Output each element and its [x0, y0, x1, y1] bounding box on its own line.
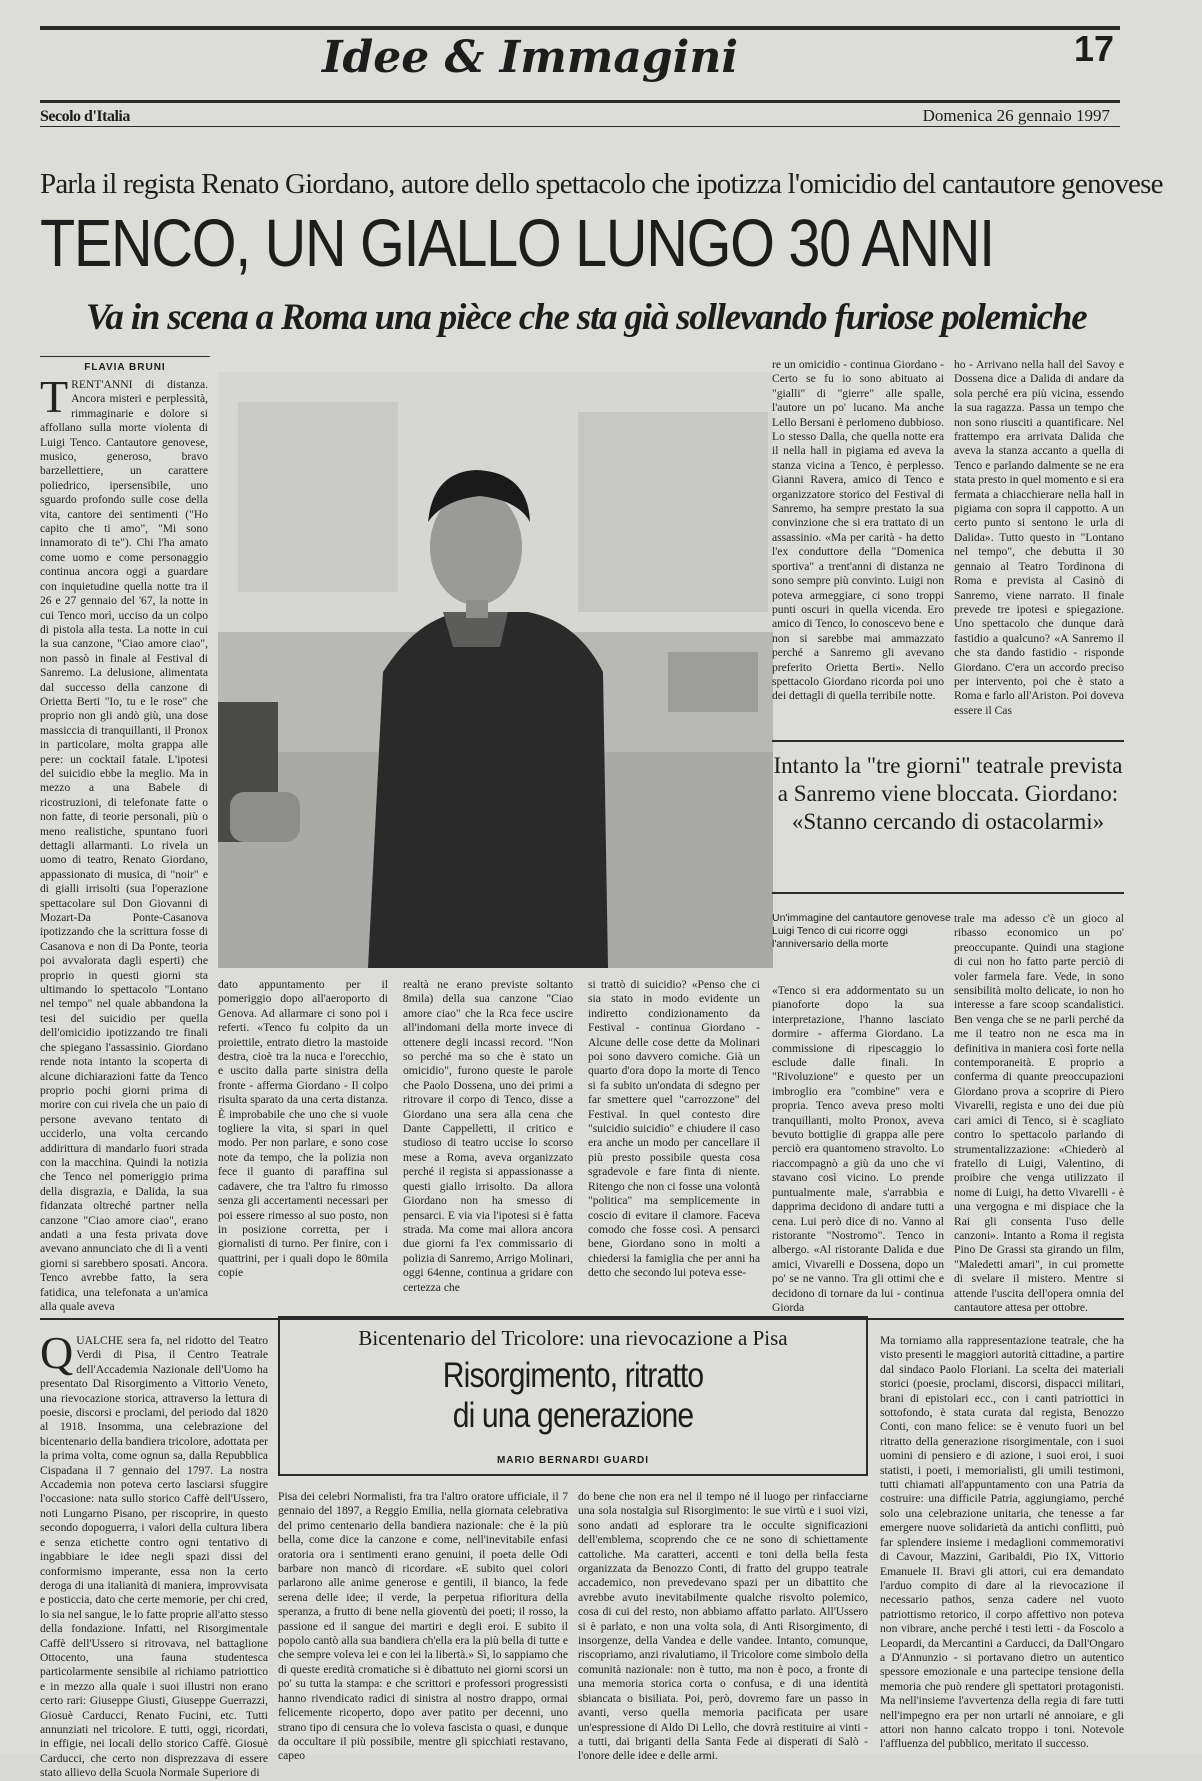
article-headline: TENCO, UN GIALLO LUNGO 30 ANNI: [40, 206, 994, 281]
issue-date: Domenica 26 gennaio 1997: [922, 106, 1110, 125]
sidebar-column-2: [278, 1490, 568, 1763]
article-column-3-bottom: [954, 912, 1124, 1314]
sidebar-text-col3: do bene che non era nel il tempo né il luogo per rinfacciarne una sola nostalgia sul Risorgimento: le sue virtù e i suoi vizi, sono andati ad esplorare tra le occulte significazioni dell'emblema, scoprendo che ce ne sono di schiettamente cattoliche. Ma caratteri, accenti e toni della bella festa organizzata da Benozzo Conti, di fratto del gruppo teatrale accademico, non prevedevano spazi per un dibattito che avrebbe avuto inevitabilmente qualche risvolto polemico, cosa di cui del resto, non abbiamo affatto parlato. All'Ussero si è parlato, e non una volta sola, di Anti Risorgimento, di insorgenze, della Vandea e delle vandee. Intanto, comunque, riscopriamo, anzi rivalutiamo, il Tricolore come simbolo della comunità nazionale: non è tutto, ma non è poco, a fronte di una memoria storica corta o confusa, e di una identità sbiancata o bisiliata. Poi, però, dovremo fare un passo in avanti, verso quella memoria pacificata per usare un'espressione di Aldo Di Lello, che dovrà restituire ai vinti - a tutti, dai briganti della Santa Fede ai disperati di Salò - l'onore delle idee e delle armi.: [578, 1490, 868, 1763]
tenco-photo-drawing: [218, 372, 773, 968]
sidebar-kicker: Bicentenario del Tricolore: una rievocazione a Pisa: [358, 1326, 788, 1350]
article-column-b: [403, 978, 573, 1314]
article-column-3-top: [954, 358, 1124, 736]
article-text-col-b: realtà ne erano previste soltanto 8mila) della sua canzone "Ciao amore ciao" che la Rca fece uscire all'indomani della morte invece di ottenere degli incassi record. "Non so perché ma so che è stato un omicidio", furono queste le parole che Paolo Dossena, uno dei primi a ritrovare il corpo di Tenco, disse a Giordano una sera alla cena che Dante Cappelletti, il critico e studioso di teatro uccise lo scorso mese a Roma, aveva organizzato perché il regista si appassionasse a questi giallo irrisolto. Da allora Giordano non ha smesso di pensarci. E via via l'ipotesi si è fatta strada. Ma come mai allora ancora due giorni fa l'ex commissario di polizia di Sanremo, Arrigo Molinari, oggi 64enne, continua a gridare con certezza che: [403, 978, 574, 1294]
article-text-col3-top: ho - Arrivano nella hall del Savoy e Dossena dice a Dalida di andare da sola perché era più vicina, essendo la sua ragazza. Passa un tempo che non sono riusciti a quantificare. Nel frattempo era arrivata Dalida che aveva la stanza accanto a quella di Tenco e parlando dalmente se ne era stata presto in quel momento e si era fermata a chiacchierare nella hall in pigiama con sopra il cappotto. A un certo punto si sentono le urla di Dalida». Tutto questo in "Lontano nel tempo", che debutta il 30 gennaio al Teatro Tordinona di Roma e prevista al Casinò di Sanremo, viene narrato. Il finale prevede tre ipotesi e spiegazione. Uno spettacolo che dunque darà fastidio a qualcuno? «A Sanremo il che sta dando fastidio - risponde Giordano. C'era un accordo preciso per intervento, poi che è stato a Roma e farlo all'Ariston. Poi doveva essere il Cas: [954, 358, 1124, 717]
byline-rule: [40, 356, 210, 357]
article-text-col-a: dato appuntamento per il pomeriggio dopo all'aeroporto di Genova. Ad allarmare ci sono poi i referti. «Tenco fu colpito da un proiettile, entrato dietro la mastoide destra, cioè tra la nuca e l'orecchio, e uscito dalla parte sinistra della fronte - afferma Giordano - Il colpo risulta sparato da una certa distanza. È improbabile che uno che si vuole togliere la vita, si spari in quel modo. Per non parlare, e sono cose note da tempo, che la polizia non fece il guanto di paraffina sul cadavere, che tra l'altro fu rimosso senza gli accertamenti necessari per poi essere rimesso al suo posto, non in posizione corretta, per i giornalisti di turno. Per finire, con i quattrini, per i quali dopo le 80mila copie: [218, 978, 388, 1280]
sidebar-title-box: [278, 1316, 868, 1476]
article-text-col2-bottom: «Tenco si era addormentato su un pianoforte dopo la sua interpretazione, l'hanno lasciato dormire - afferma Giordano. La commissione di ripescaggio lo esclude dalle finali. In "Rivoluzione" e questo per un imbroglio era "combine" vera e propria. Tenco aveva preso molti tranquillanti, molto Pronox, aveva bevuto bottiglie di grappa alle pere perciò era quantomeno stravolto. Lo riaccompagnò a giù da uno che vi stavano così vicino. Lo prende puntualmente male, s'arrabbia e dapprima decidono di andare tutti a cena. Lui però dice di no. Vanno al ristorante "Nostromo". Tenco in albergo. «Al ristorante Dalida e due amici, Vivarelli e Dossena, dopo un po' se ne vanno. Tra gli ottimi che e decidono di tornare da lui - continua Giorda: [772, 984, 944, 1314]
sidebar-text-col4: Ma torniamo alla rappresentazione teatrale, che ha visto presenti le maggiori autorità cittadine, a partire dal sindaco Paolo Floriani. La scelta dei materiali storici (poesie, proclami, discorsi, dispacci militari, brani di epistolari ecc., con i canti patriottici in sottofondo, è stata curata dal regista, Benozzo Conti, con mano felice: se è venuto fuori un bel ritratto della generazione risorgimentale, con i suoi uomini di pensiero e di azione, i suoi eroi, i suoi statisti, i poeti, i memorialisti, gli umili testimoni, tutti chiamati all'appuntamento con una Patria da costruire: una difficile Patria, aggiungiamo, perché solo una celebrazione unitaria, che tenesse a far emergere nuove solidarietà da antichi conflitti, può far splendere insieme i medaglioni commemorativi di Cavour, Mazzini, Garibaldi, Pio IX, Vittorio Emanuele II. Bravi gli attori, cui era demandato l'arduo compito di dare al la rievocazione il necessario pathos, senza cadere nel vuoto patriottismo retorico, il corpo affettivo non poteva non vibrare, anche perché i testi letti - da Foscolo a Leopardi, da Mercantini a Carducci, da Dall'Ongaro a D'Annunzio - si portavano dietro un autentico spessore emozionale e una partecipe tensione della memoria che può rendere gli spettatori protagonisti. Ma nell'insieme l'avvertenza della regia di fare tutti nell'impegno era per non urtarli né annoiare, e gli attori non hanno calcato troppo i toni. Notevole l'affluenza del pubblico, meritato il successo.: [880, 1334, 1124, 1751]
article-kicker: Parla il regista Renato Giordano, autore dello spettacolo che ipotizza l'omicidio del cantautore genovese: [40, 168, 1163, 200]
sidebar-text-col1: UALCHE sera fa, nel ridotto del Teatro Verdi di Pisa, il Centro Teatrale dell'Accademia Nazionale dell'Uomo ha presentato Dal Risorgimento a Vittorio Veneto, una rievocazione storica, attraverso la lettura di poesie, discorsi e proclami, del periodo dal 1820 al 1918. Insomma, una celebrazione del bicentenario della bandiera tricolore, adottata per la prima volta, come ognun sa, dalla Repubblica Cispadana il 7 gennaio del 1797. La nostra Accademia non poteva certo lasciarsi sfuggire l'occasione: nata sullo storico Caffè dell'Ussero, noti Lungarno Pisano, per riscoprire, in questo secondo dopoguerra, i valori della cultura libera e senza etichette contro ogni tentativo di ingabbiare le idee negli spazi dissi del conformismo imperante, essa non la certo deroga di una italianità di maniera, improvvisata e posticcia, dato che certe memorie, per chi cred, lo sia nel sangue, le lo fatte proprie all'atto stesso della fondazione. Infatti, nel Risorgimentale Caffè dell'Ussero si ritrovava, nel battaglione Ottocento, una fauna studentesca particolarmente sensibile al richiamo patriottico e in mezzo alla quale i suoi illustri non erano certo rari: Giuseppe Giusti, Giuseppe Guerrazzi, Giosuè Carducci, Renato Fucini, etc. Tutti annunziati nel tricolore. E tutti, oggi, ricordati, in effigie, nei locali dello storico Caffè. Giosuè Carducci, che certo non disprezzava di essere stato allievo della Scuola Normale Superiore di: [40, 1334, 268, 1780]
newspaper-name: Secolo d'Italia: [40, 108, 130, 125]
sidebar-drop-cap: Q: [40, 1327, 74, 1378]
article-text-col2-top: re un omicidio - continua Giordano - Certo se fu io sono abituato ai "gialli" di "gierre" alle spalle, l'autore un po' lucano. Ma anche Lello Bersani è perlomeno dubbioso. Lo stesso Dalla, che quella notte era il nella hall in pigiama ed aveva la stanza vicina a Tenco, è perplesso. Gianni Ravera, amico di Tenco e organizzatore storico del Festival di Sanremo, ha sempre prestato la sua convinzione che si era trattato di un assassinio. «Ma per carità - ha detto l'ex conduttore della "Domenica sportiva" a trent'anni di distanza ne sono sempre più convinto. Luigi non poteva armeggiare, ci sono troppi punti oscuri in quella vicenda. Ero amico di Tenco, lo conoscevo bene e non si sarebbe mai ammazzato perché a Sanremo gli avevano preferito Orietta Berti». Nello spettacolo Giordano ricorda poi uno dei dettagli di quella terribile notte.: [772, 358, 944, 703]
sidebar-title: [321, 1356, 825, 1436]
article-byline: FLAVIA BRUNI: [84, 362, 166, 373]
sidebar-title-line-2: di una generazione: [452, 1396, 694, 1435]
tenco-photo: [218, 372, 773, 968]
sidebar-text-col2: Pisa dei celebri Normalisti, fra tra l'altro oratore ufficiale, il 7 gennaio del 1897, a Reggio Emilia, nella giornata celebrativa del primo centenario della bandiera nazionale: che è la più bella, come dice la canzone e come, nell'inevitabile enfasi oratoria ora i sentimenti erano genuini, il poeta delle Odi barbare non mancò di ricordare. «E subito quei colori parlarono alle anime generose e gentili, il bianco, la fede serena delle idee; il verde, la perpetua rifioritura della speranza, a frutto di bene nella gioventù dei poeti; il rosso, la passione ed il sangue dei martiri e degli eroi. E subito il popolo cantò alla sua bandiera ch'ella era la più bella di tutte e che sempre voleva lei e con lei la libertà.» Sì, lo sappiamo che di queste eredità cromatiche si è dibattuto nei giorni scorsi un po' su tutta la stampa: e che scrittori e professori progressisti hanno rivendicato radici di sinistra al nostro drappo, ormai felicemente ricoperto, dopo aver patito per decenni, uno strano tipo di censura che lo voleva fascista o quasi, e dunque da occultare il più possibile, mentre gli spicchiati restavano, capeo: [278, 1490, 568, 1763]
pullquote: Intanto la "tre giorni" teatrale prevista a Sanremo viene bloccata. Giordano: «Stanno cercando di ostacolarmi»: [773, 753, 1123, 834]
page-number: 17: [1073, 28, 1114, 69]
article-column-2-bottom: [772, 984, 944, 1314]
sidebar-column-3: [578, 1490, 868, 1763]
date-rule: [40, 126, 1120, 127]
photo-caption: Un'immagine del cantautore genovese Luigi Tenco di cui ricorre oggi l'anniversario della morte: [772, 912, 951, 950]
article-deck: Va in scena a Roma una pièce che sta già sollevando furiose polemiche: [86, 297, 1087, 338]
article-text-col-c: si trattò di suicidio? «Penso che ci sia stato in modo evidente un indiretto condizionamento da Festival - continua Giordano - Alcune delle cose dette da Molinari poi sono davvero comiche. Già un quarto d'ora dopo la morte di Tenco si fa subito un'ondata di sdegno per far smettere quel "carrozzone" del Festival. In quel contesto dire "suicidio suicidio" e chiudere il caso era anche un modo per cancellare il più presto possibile questa cosa sgradevole e fare finta di niente. Ritengo che non ci fosse una volontà "politica" ma semplicemente in coscio di evitare il clamore. Faceva comodo che fosse così. A pensarci bene, Giordano sono in molti a chiedersi la famiglia che per anni ha detto che secondo lui poteva esse-: [588, 978, 760, 1280]
section-title: Idee & Immagini: [321, 32, 739, 83]
pullquote-bottom-rule: [772, 892, 1124, 894]
pullquote-top-rule: [772, 740, 1124, 742]
article-text-col3-bottom: trale ma adesso c'è un gioco al ribasso economico un po' preoccupante. Quindi una stagione di cui non ho fatto parte perciò di voler farmela fare. Vede, in sono sensibilità molto delicate, io non ho interesse a fare scoop scandalistici. Ben venga che se ne parli perché da me il teatro non ne esca ma in definitiva in maniera così forte nella contemporaneità. E proprio a conferma di quante preoccupazioni Giordano prova a scoprire di Piero Vivarelli, regista e uno dei due più cari amici di Tenco, si è scagliato contro lo spettacolo parlando di strumentalizzazione: «Chiederò al fratello di Luigi, Valentino, di proibire che venga utilizzato il nome di Luigi, ha detto Vivarelli - è una vergogna e mi dispiace che la Rai gli consenta l'uso delle canzoni». Intanto a Roma il regista Pino De Grassi sta girando un film, "Maledetti amari", in cui promette di svelare il mistero. Mentre si attende l'uscita dell'opera omnia del cantautore attesa per ottobre.: [954, 912, 1124, 1314]
drop-cap: T: [40, 371, 69, 422]
sidebar-title-line-1: Risorgimento, ritratto: [442, 1356, 704, 1395]
masthead-bottom-rule: [40, 100, 1120, 103]
article-column-a: [218, 978, 388, 1314]
article-text-col1: RENT'ANNI di distanza. Ancora misteri e perplessità, rimmaginarie e dolore si affollano sulla morte violenta di Luigi Tenco. Cantautore genovese, musico, generoso, bravo barzellettiere, un carattere poliedrico, ipersensibile, uno sguardo profondo sulle cose della vita, cantore dei sentimenti ("Ho capito che ti amo", "Mi sono innamorato di te"). Chi l'ha amato come uomo e come personaggio continua ancora oggi a guardare con inquietudine quella notte tra il 26 e 27 gennaio del '67, la notte in cui Tenco morì, ucciso da un colpo di pistola alla testa. La notte in cui la sua canzone, "Ciao amore ciao", non passò in finale al Festival di Sanremo. La delusione, alimentata dal successo della canzone di Orietta Berti "Io, tu e le rose" che proprio non gli andò giù, una dose massiccia di tranquillanti, il Pronox in particolare, molta grappa alle pere: un cocktail fatale. L'ipotesi del suicidio ebbe la meglio. Ma in mezzo a una Babele di ricostruzioni, di telefonate fatte o non fatte, di teorie personali, più o meno realistiche, spuntano fuori dettagli allarmanti. Lo rivela un uomo di teatro, Renato Giordano, appassionato di musica, di "noir" e di gialli irrisolti (sua l'operazione spettacolare sul Don Giovanni di Mozart-Da Ponte-Casanova ipotizzando che la scrittura fosse di Casanova e non di Da Ponte, teoria poi avvalorata dagli esperti) che proprio in questi giorni sta ultimando lo spettacolo "Lontano nel tempo" nel quale abbandona la tesi del suicidio per quella dell'omicidio ipotizzando tre finali che spiegano l'assassinio. Giordano rende nota intanto la scoperta di alcune dichiarazioni fatte da Tenco proprio pochi giorni prima di morire con cui rivela che un paio di persone avevano tentato di ucciderlo, una volta cercando addirittura di mandarlo fuori strada con la macchina. Quindi la notizia che Tenco nel pomeriggio prima della disgrazia, e Dalida, la sua fidanzata oltreché partner nella canzone "Ciao amore ciao", erano andati a una festa privata dove avevano annunciato che di lì a venti giorni si sarebbero sposati. Ancora. Tenco avrebbe fatto, la sera fatidica, una telefonata a un'amica alla quale aveva: [40, 378, 208, 1313]
sidebar-column-1: [40, 1327, 268, 1780]
article-column-2-top: [772, 358, 944, 736]
sidebar-byline: MARIO BERNARDI GUARDI: [496, 1455, 650, 1466]
sidebar-column-4: [880, 1334, 1124, 1751]
article-column-1: [40, 371, 208, 1314]
article-column-c: [588, 978, 760, 1314]
